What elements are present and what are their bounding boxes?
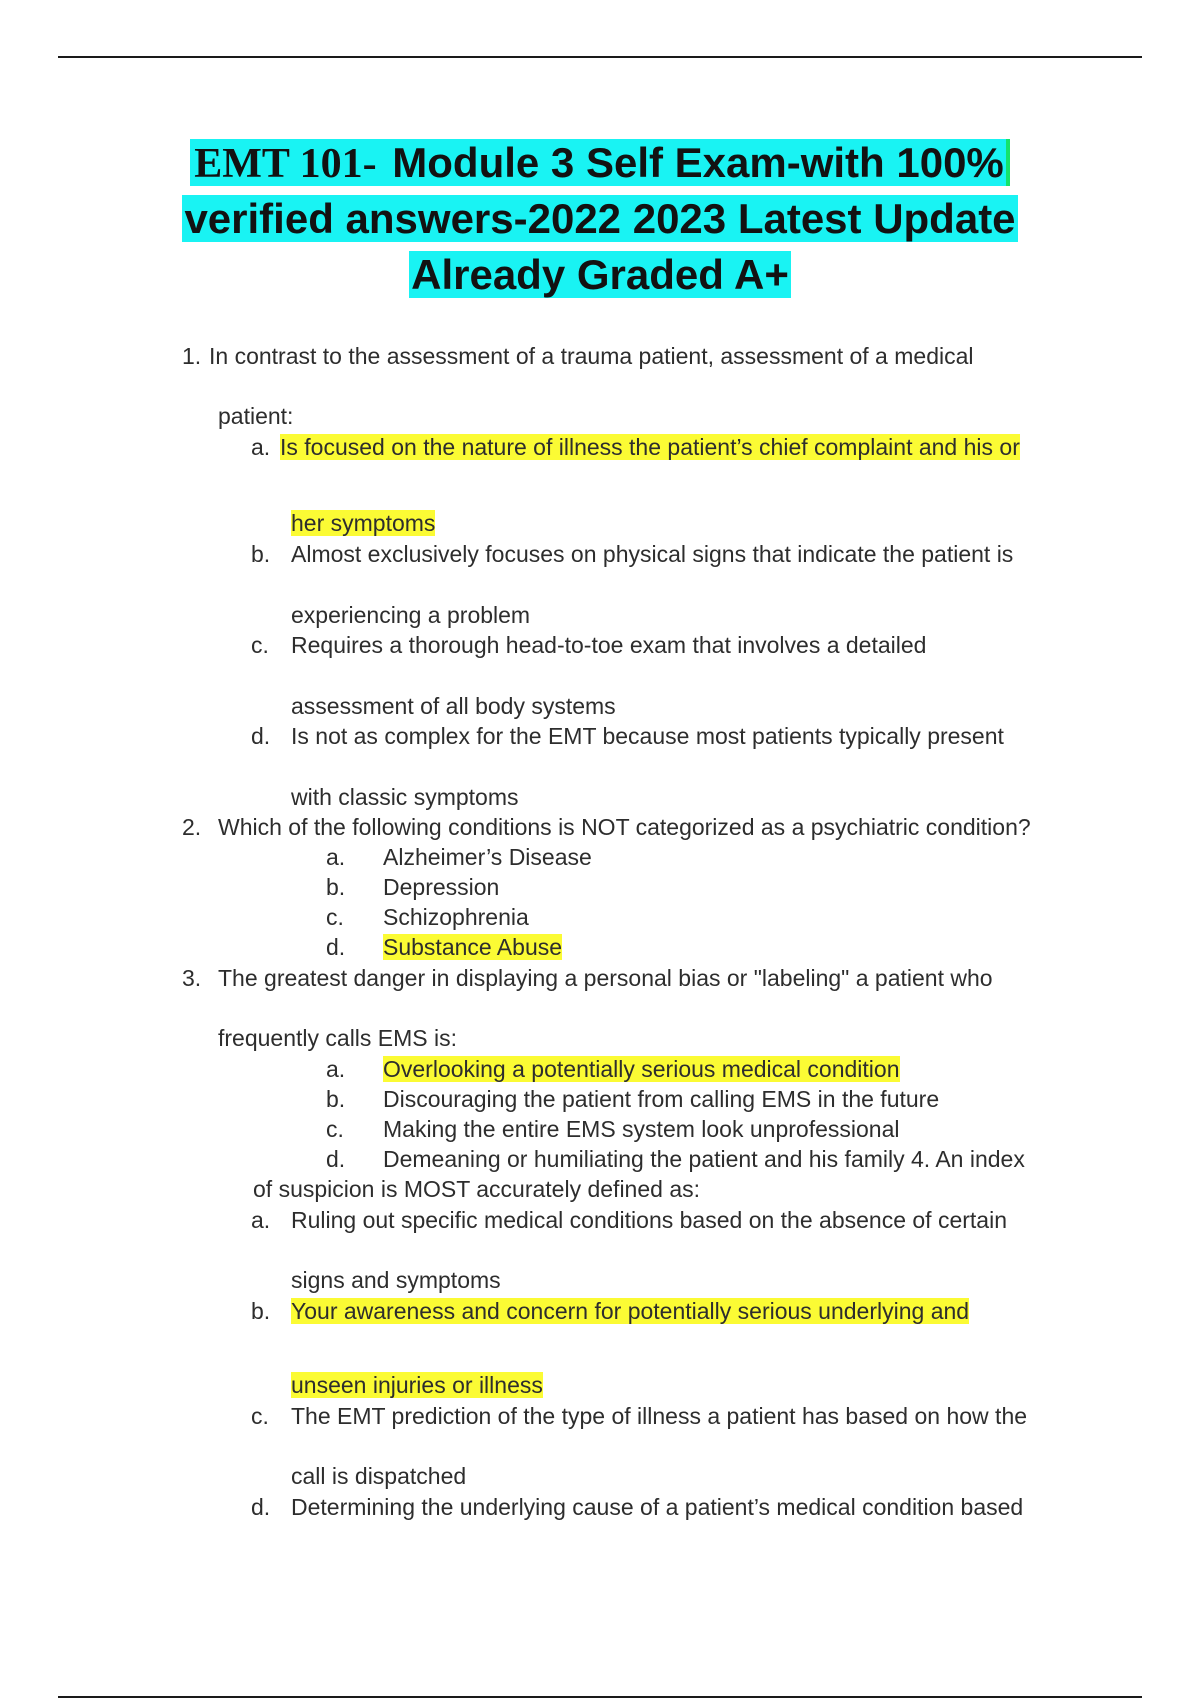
q4-option-b-line2: unseen injuries or illness <box>291 1372 543 1398</box>
q2-option-a-text: Alzheimer’s Disease <box>383 844 592 870</box>
title-line-2: verified answers-2022 2023 Latest Update <box>184 195 1016 242</box>
q3-number: 3. <box>182 965 202 991</box>
q3-stem-line1: The greatest danger in displaying a personal bias or "labeling" a patient who <box>218 965 993 991</box>
q1-option-b-line2: experiencing a problem <box>291 602 531 628</box>
title-green-marker <box>1006 139 1010 186</box>
q4-number: 4. <box>911 1146 931 1172</box>
q3-option-d-letter: d. <box>326 1146 346 1172</box>
q4-option-d-letter: d. <box>251 1494 271 1520</box>
q1-option-b-letter: b. <box>251 541 271 567</box>
q2-option-d-letter: d. <box>326 934 346 960</box>
q1-option-b-line1: Almost exclusively focuses on physical signs that indicate the patient is <box>291 541 1014 567</box>
q2-option-a-letter: a. <box>326 844 346 870</box>
q4-option-b-line1 <box>291 1296 969 1326</box>
q1-stem-line1: In contrast to the assessment of a trauma patient, assessment of a medical <box>209 343 974 369</box>
q3-option-c-letter: c. <box>326 1116 344 1142</box>
q4-option-a-line2: signs and symptoms <box>291 1267 501 1293</box>
q4-option-c-letter: c. <box>251 1403 269 1429</box>
q3-option-a-letter: a. <box>326 1056 346 1082</box>
q4-stem-line2: of suspicion is MOST accurately defined as: <box>253 1176 701 1202</box>
title-line-1 <box>0 136 1200 192</box>
q2-option-c-letter: c. <box>326 904 344 930</box>
q3-option-b-letter: b. <box>326 1086 346 1112</box>
q4-option-c-line1: The EMT prediction of the type of illness a patient has based on how the <box>291 1403 1028 1429</box>
q3-option-d-text: Demeaning or humiliating the patient and his family 4. An index <box>383 1146 1025 1172</box>
q2-option-b-text: Depression <box>383 874 500 900</box>
bottom-rule <box>58 1696 1142 1698</box>
q1-option-a-line2: her symptoms <box>291 510 436 536</box>
q3-option-b-text: Discouraging the patient from calling EMS in the future <box>383 1086 940 1112</box>
q1-option-d-line1: Is not as complex for the EMT because most patients typically present <box>291 723 1004 749</box>
q4-option-a-letter: a. <box>251 1207 271 1233</box>
document-title <box>0 136 1200 304</box>
q2-number: 2. <box>182 814 202 840</box>
q3-stem-line2: frequently calls EMS is: <box>218 1025 458 1051</box>
q1-option-c-line1: Requires a thorough head-to-toe exam that involves a detailed <box>291 632 927 658</box>
q1-option-a-line1 <box>280 432 1020 462</box>
q2-option-b-letter: b. <box>326 874 346 900</box>
q4-option-c-line2: call is dispatched <box>291 1463 467 1489</box>
q3-option-a-text <box>383 1054 900 1084</box>
q3-correct-answer-highlight: Overlooking a potentially serious medical condition <box>383 1056 900 1082</box>
q4-option-d-line1: Determining the underlying cause of a patient’s medical condition based <box>291 1494 1024 1520</box>
q1-correct-answer-highlight: Is focused on the nature of illness the patient’s chief complaint and his or <box>280 434 1020 460</box>
q3-option-c-text: Making the entire EMS system look unprofessional <box>383 1116 900 1142</box>
q1-stem-line2: patient: <box>218 403 294 429</box>
q2-correct-answer-highlight: Substance Abuse <box>383 934 563 960</box>
q4-option-a-line1: Ruling out specific medical conditions based on the absence of certain <box>291 1207 1007 1233</box>
q1-option-c-line2: assessment of all body systems <box>291 693 616 719</box>
title-line-3: Already Graded A+ <box>411 251 789 298</box>
q2-stem: Which of the following conditions is NOT categorized as a psychiatric condition? <box>218 814 1031 840</box>
q4-option-b-letter: b. <box>251 1298 271 1324</box>
q4-correct-answer-highlight: Your awareness and concern for potentially serious underlying and <box>291 1298 970 1324</box>
q2-option-d-text <box>383 932 562 962</box>
q1-number: 1. <box>182 343 202 369</box>
q2-option-c-text: Schizophrenia <box>383 904 529 930</box>
top-rule <box>58 56 1142 58</box>
q4-stem-line1: An index <box>930 1146 1025 1172</box>
title-course-code: EMT 101- <box>194 141 377 187</box>
q1-option-a-letter: a. <box>251 434 271 460</box>
q1-option-c-letter: c. <box>251 632 269 658</box>
title-line-1-text: Module 3 Self Exam-with 100% <box>380 139 1004 186</box>
q1-option-d-line2: with classic symptoms <box>291 784 519 810</box>
q1-option-d-letter: d. <box>251 723 271 749</box>
